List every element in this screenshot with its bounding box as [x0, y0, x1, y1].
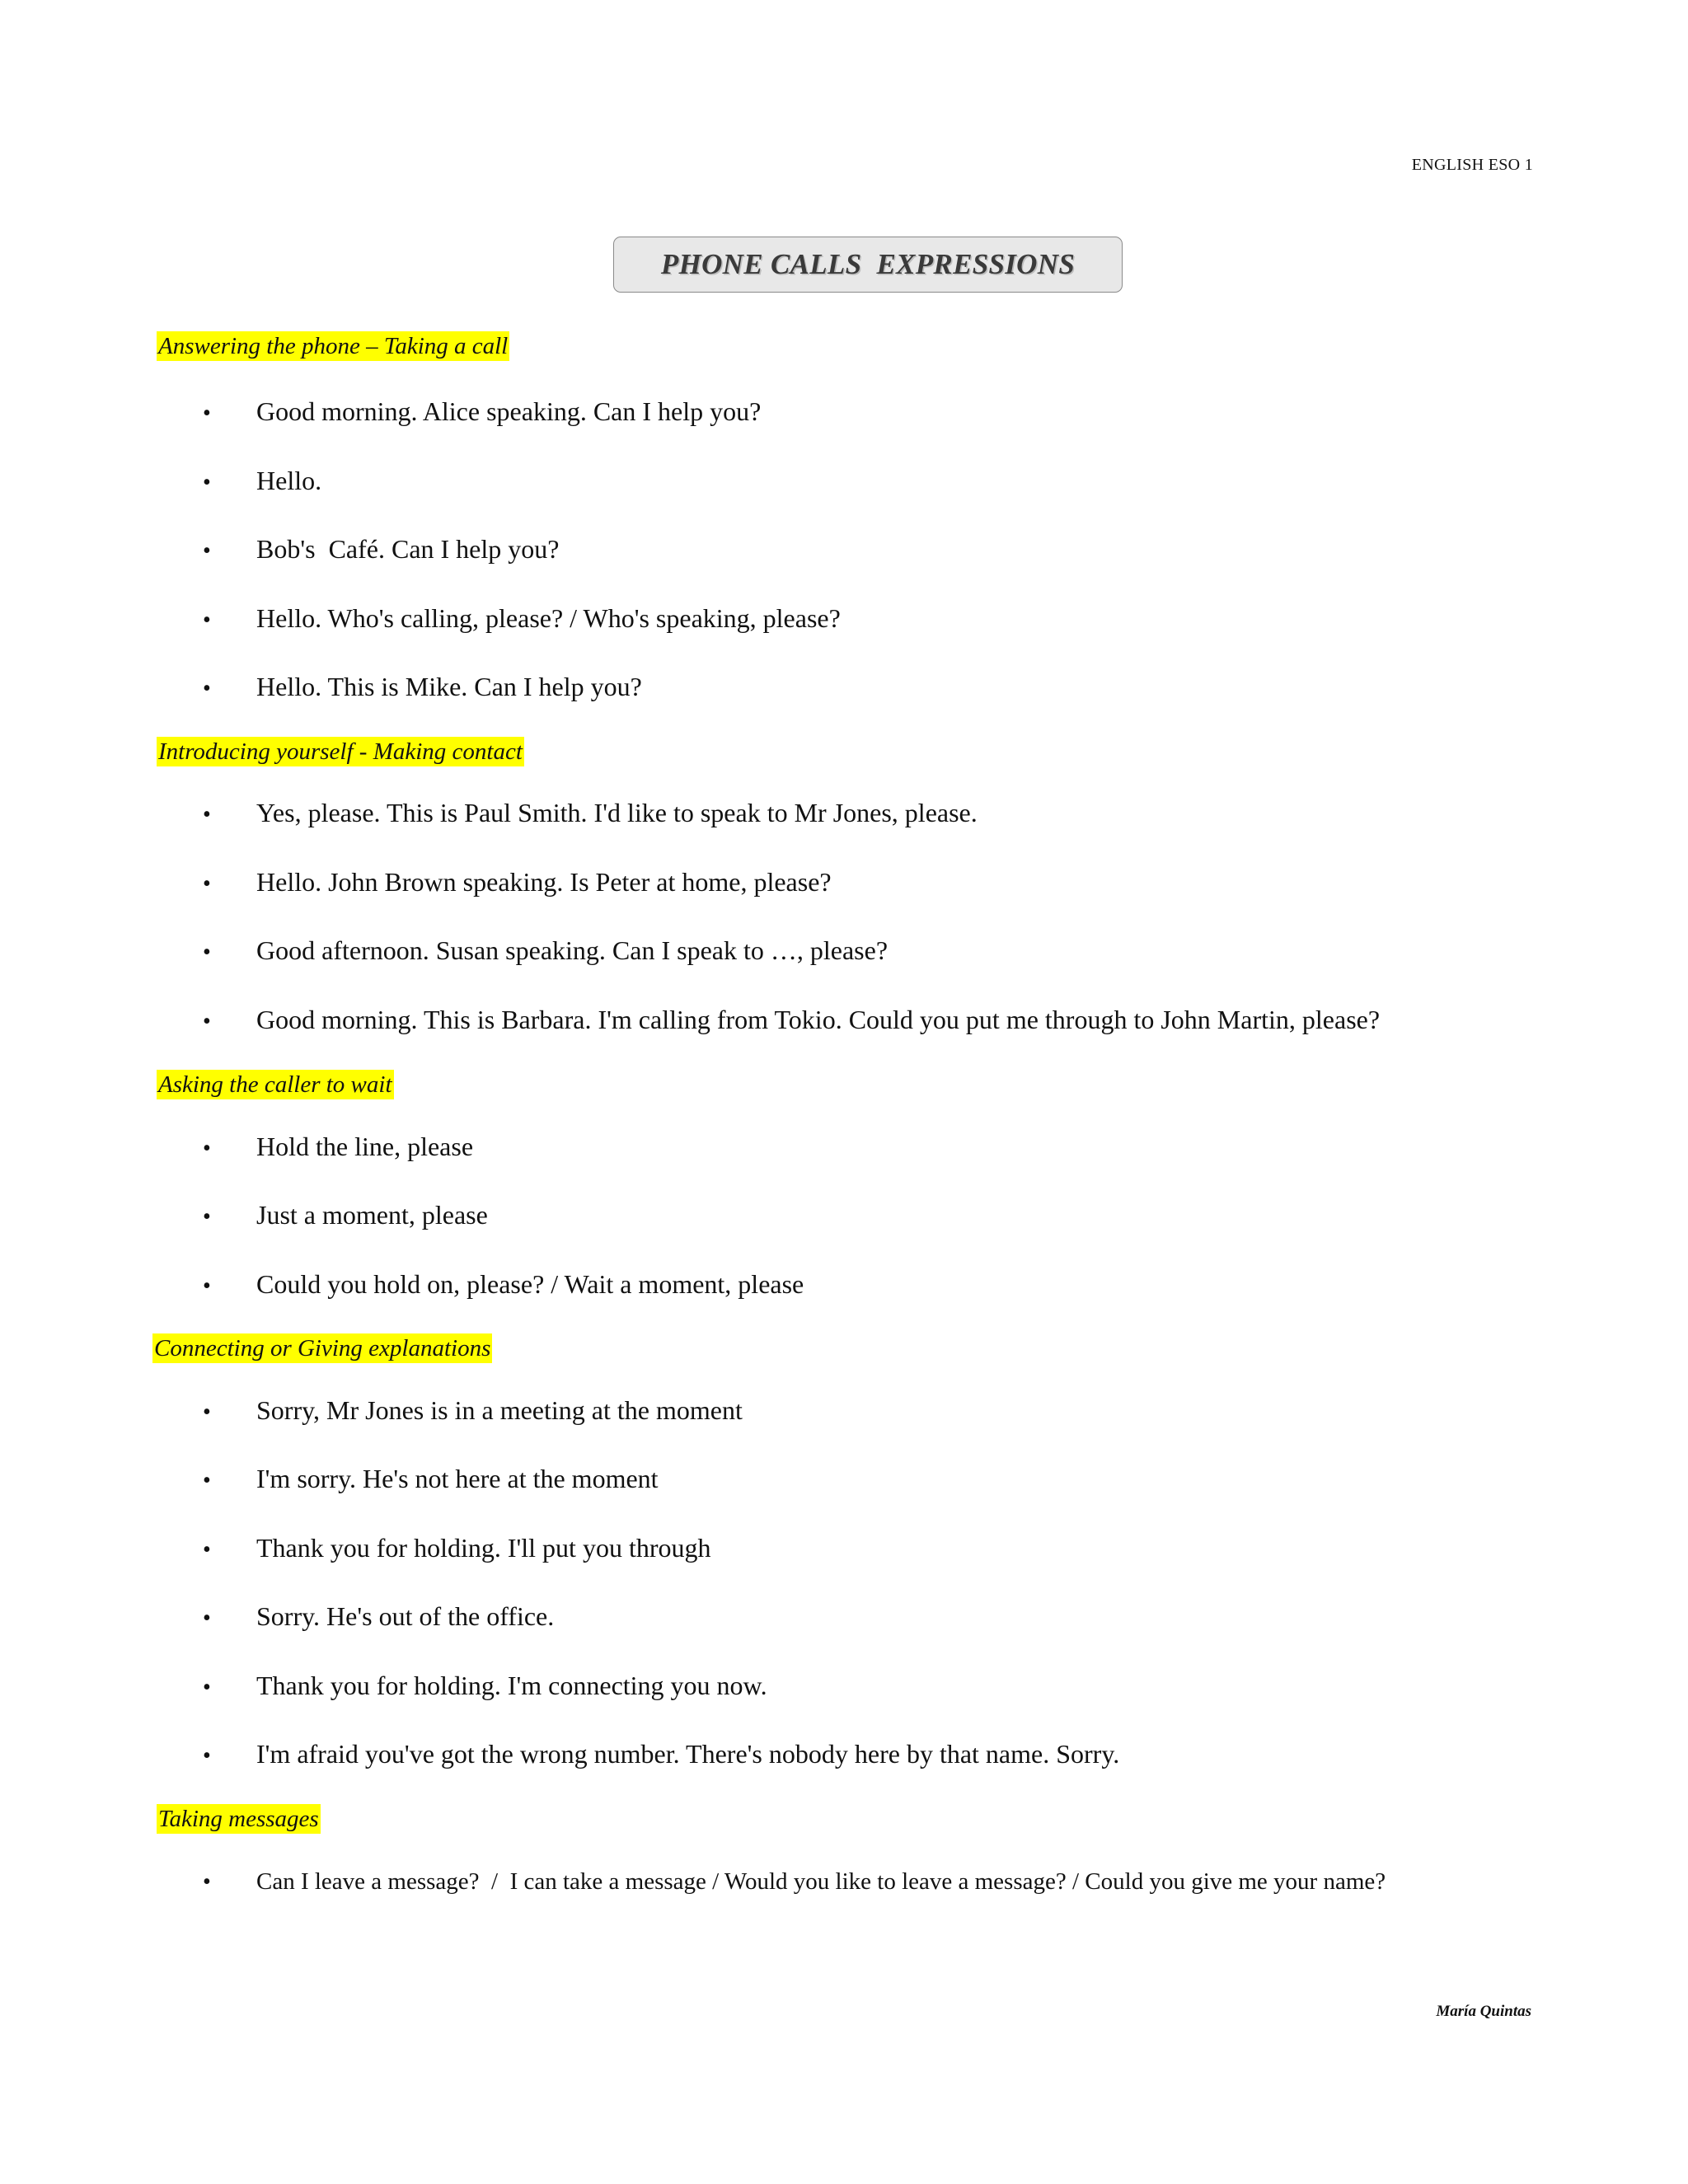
bullet-icon: •	[203, 1675, 211, 1700]
list-item	[203, 533, 559, 567]
list-item	[203, 671, 642, 705]
section-heading-connecting: Connecting or Giving explanations	[154, 1335, 491, 1361]
list-item	[203, 1394, 743, 1428]
list-item	[203, 396, 761, 429]
item-text: Yes, please. This is Paul Smith. I'd like to speak to Mr Jones, please.	[256, 798, 978, 827]
bullet-icon: •	[203, 1743, 211, 1769]
section-heading-introducing: Introducing yourself - Making contact	[158, 738, 523, 765]
item-text: Just a moment, please	[256, 1200, 488, 1230]
item-text: I'm sorry. He's not here at the moment	[256, 1464, 659, 1493]
item-text: Bob's Café. Can I help you?	[256, 534, 560, 564]
item-text: Hello. Who's calling, please? / Who's speaking, please?	[256, 603, 841, 633]
list-item	[203, 1670, 767, 1704]
item-text: Sorry, Mr Jones is in a meeting at the moment	[256, 1395, 743, 1425]
item-text: Hello.	[256, 466, 322, 495]
item-text: Hello. John Brown speaking. Is Peter at home, please?	[256, 867, 832, 897]
bullet-icon: •	[203, 1273, 211, 1299]
list-item	[203, 1866, 1386, 1898]
list-item	[203, 866, 832, 900]
title-box	[613, 237, 1123, 293]
list-item	[203, 1131, 473, 1165]
item-text: Thank you for holding. I'll put you through	[256, 1533, 711, 1563]
bullet-icon: •	[203, 802, 211, 827]
bullet-icon: •	[203, 676, 211, 701]
item-text: Can I leave a message? / I can take a message / Would you like to leave a message? / Could you give me your name?	[256, 1868, 1386, 1895]
section-heading-messages: Taking messages	[158, 1806, 319, 1832]
list-item	[203, 935, 888, 968]
list-item	[203, 1268, 804, 1302]
list-item	[203, 602, 841, 636]
bullet-icon: •	[203, 1204, 211, 1230]
item-text: I'm afraid you've got the wrong number. There's nobody here by that name. Sorry.	[256, 1739, 1120, 1769]
bullet-icon: •	[203, 940, 211, 965]
page-title: PHONE CALLS EXPRESSIONS	[660, 248, 1076, 280]
section-heading-waiting: Asking the caller to wait	[158, 1071, 392, 1098]
list-item	[203, 1463, 659, 1497]
bullet-icon: •	[203, 607, 211, 633]
list-item	[203, 1004, 1380, 1038]
list-item	[203, 1532, 710, 1566]
bullet-icon: •	[203, 1136, 211, 1161]
bullet-icon: •	[203, 1009, 211, 1034]
list-item	[203, 1601, 554, 1634]
list-item	[203, 465, 321, 499]
item-text: Hold the line, please	[256, 1132, 474, 1161]
list-item	[203, 1199, 488, 1233]
bullet-icon: •	[203, 1869, 211, 1895]
bullet-icon: •	[203, 871, 211, 897]
bullet-icon: •	[203, 1399, 211, 1425]
author-signature: María Quintas	[1436, 2003, 1531, 2020]
bullet-icon: •	[203, 470, 211, 495]
bullet-icon: •	[203, 401, 211, 426]
item-text: Good morning. This is Barbara. I'm calling from Tokio. Could you put me through to John Martin, please?	[256, 1005, 1381, 1034]
list-item	[203, 1738, 1119, 1772]
list-item	[203, 797, 978, 831]
item-text: Good morning. Alice speaking. Can I help you?	[256, 396, 762, 426]
item-text: Could you hold on, please? / Wait a moment, please	[256, 1269, 804, 1299]
bullet-icon: •	[203, 1537, 211, 1563]
bullet-icon: •	[203, 538, 211, 564]
bullet-icon: •	[203, 1605, 211, 1631]
bullet-icon: •	[203, 1468, 211, 1493]
item-text: Sorry. He's out of the office.	[256, 1601, 555, 1631]
section-heading-answering: Answering the phone – Taking a call	[158, 333, 509, 359]
item-text: Thank you for holding. I'm connecting you now.	[256, 1671, 767, 1700]
item-text: Hello. This is Mike. Can I help you?	[256, 672, 642, 701]
item-text: Good afternoon. Susan speaking. Can I speak to …, please?	[256, 935, 889, 965]
course-label: ENGLISH ESO 1	[1411, 156, 1533, 174]
